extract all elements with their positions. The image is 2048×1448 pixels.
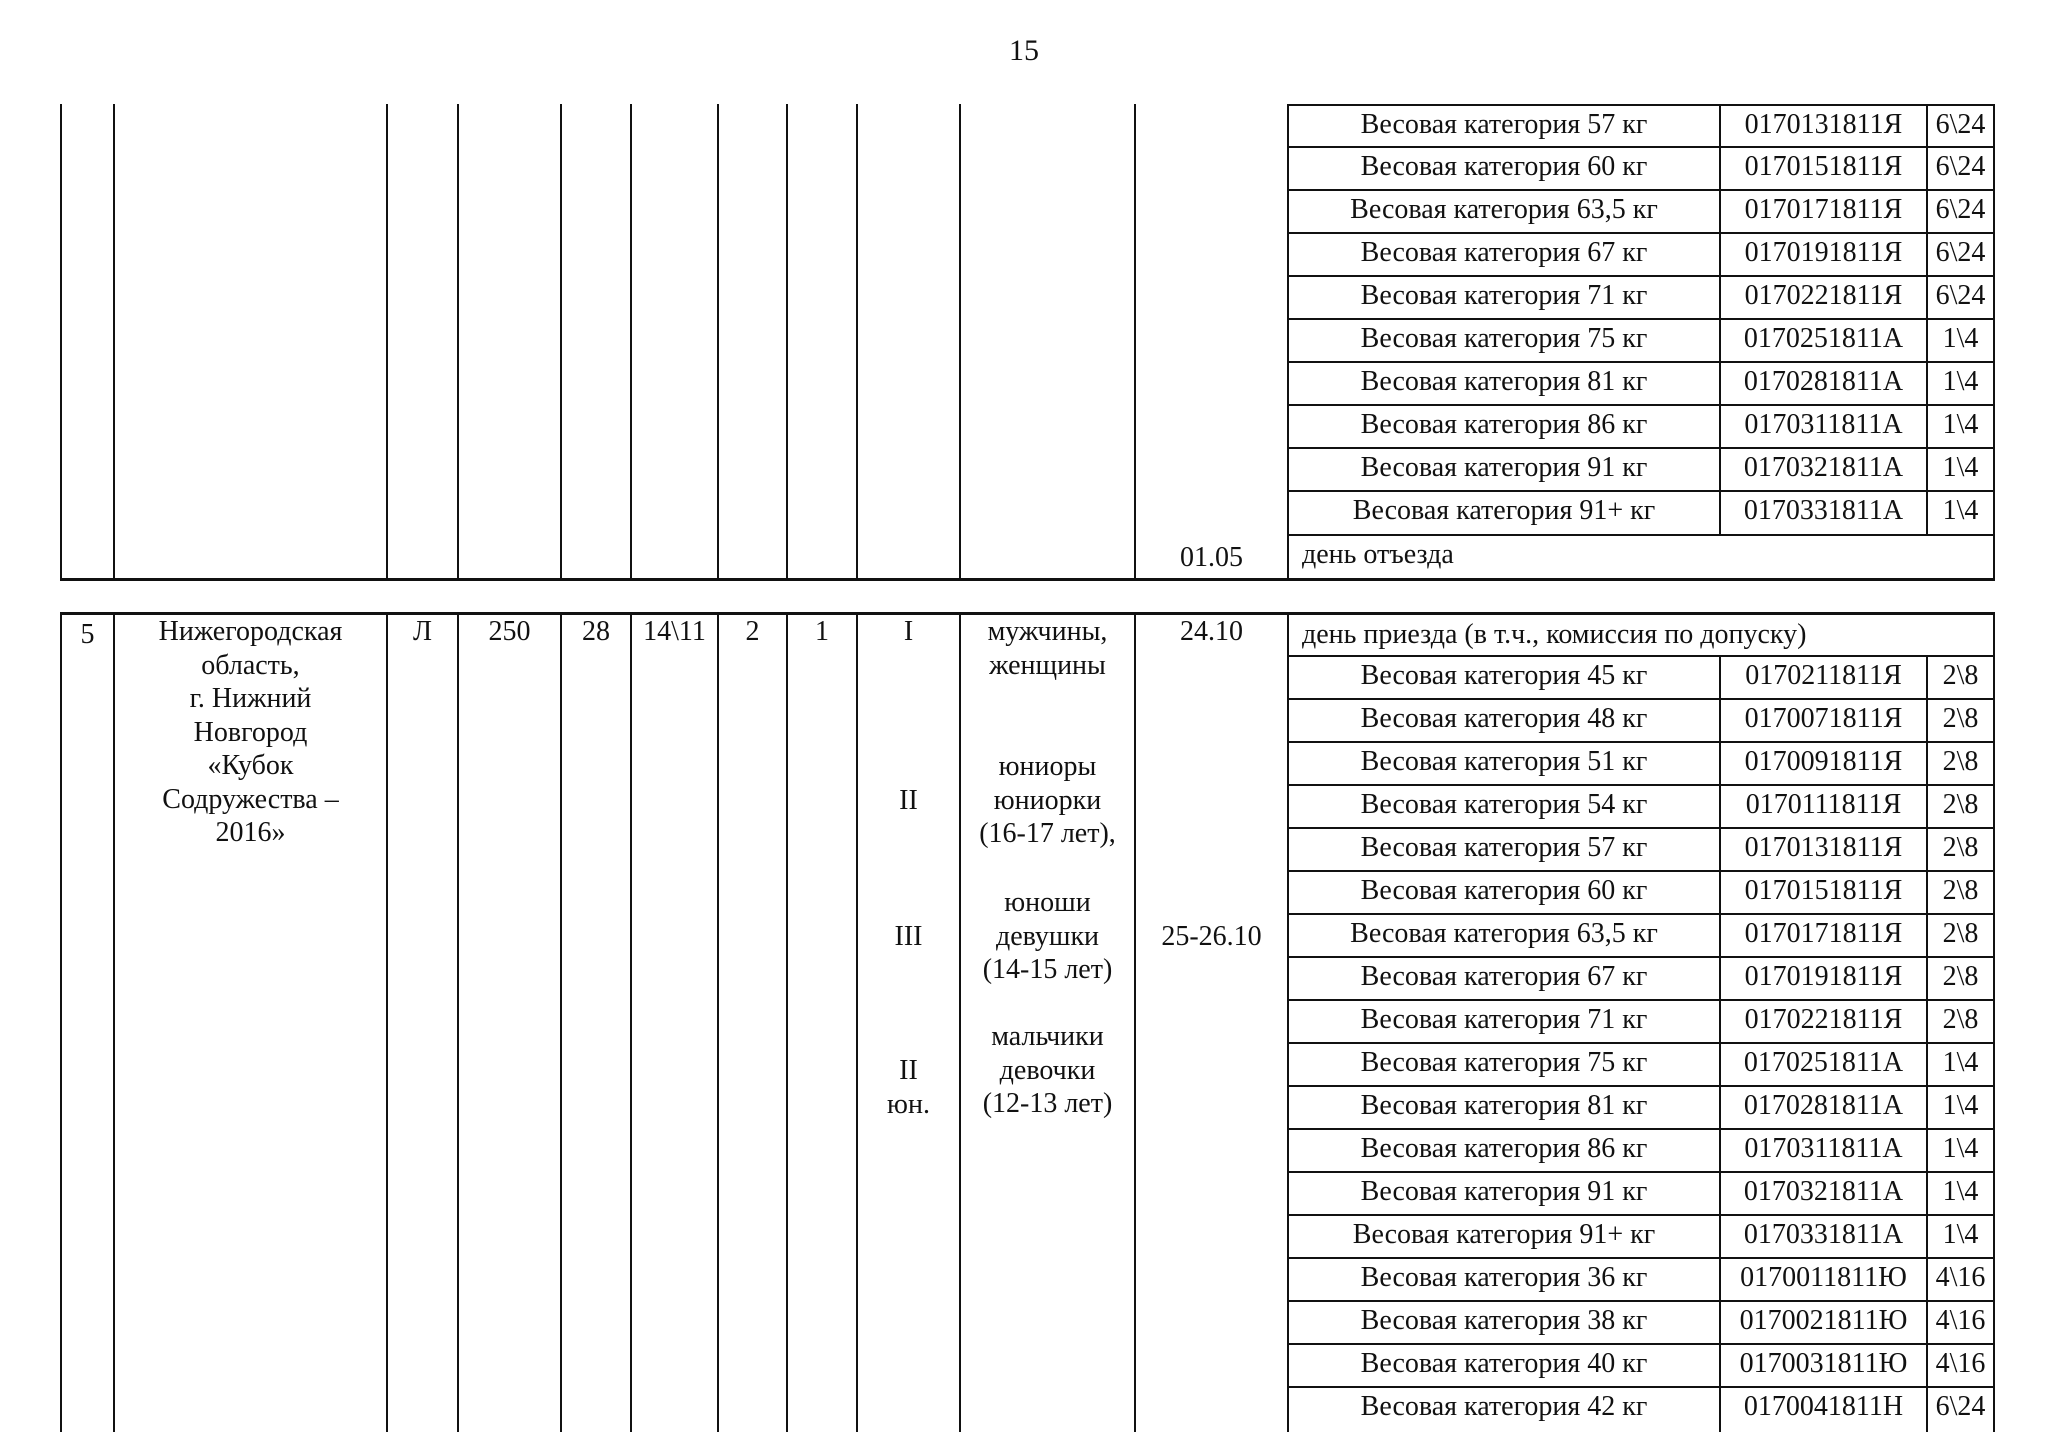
category-code: 0170311811А [1744, 409, 1903, 440]
category-name: Весовая категория 71 кг [1360, 280, 1648, 311]
col-value: 1 [815, 616, 829, 647]
row-line [1287, 870, 1993, 872]
category-code: 0170071811Я [1744, 703, 1903, 734]
category-code: 0170011811Ю [1740, 1262, 1907, 1293]
category-name: Весовая категория 60 кг [1360, 151, 1648, 182]
participant-group: юноши девушки (14-15 лет) [982, 887, 1113, 985]
col-line [786, 612, 788, 1432]
event-place-line: область, [201, 649, 300, 681]
category-code: 0170111811Я [1745, 789, 1902, 820]
category-code: 0170171811Я [1744, 194, 1903, 225]
category-code: 0170251811А [1743, 1047, 1904, 1078]
event-place-line: 2016» [215, 817, 286, 848]
row-line [1287, 1386, 1993, 1388]
category-name: Весовая категория 40 кг [1360, 1348, 1648, 1379]
rank-label: II [899, 785, 918, 816]
category-ratio: 4\16 [1935, 1262, 1986, 1293]
event-place [115, 615, 386, 850]
row-line [1287, 404, 1993, 406]
row-line [1287, 1128, 1993, 1130]
category-ratio: 1\4 [1942, 1047, 1979, 1078]
col-line [113, 104, 115, 579]
category-ratio: 2\8 [1942, 875, 1979, 906]
col-line [60, 612, 62, 1432]
category-ratio: 1\4 [1942, 1133, 1979, 1164]
category-ratio: 1\4 [1942, 323, 1979, 354]
row-line [1287, 999, 1993, 1001]
col-line [560, 104, 562, 579]
col-line [1993, 612, 1995, 1432]
category-code: 0170131811Я [1744, 832, 1903, 863]
col-value: 2 [745, 616, 760, 647]
category-ratio: 2\8 [1942, 961, 1979, 992]
arrival-date: 24.10 [1180, 616, 1243, 647]
category-name: Весовая категория 75 кг [1360, 1047, 1648, 1078]
row-line [1287, 1042, 1993, 1044]
category-code: 0170281811А [1743, 1090, 1904, 1121]
row-line [1287, 318, 1993, 320]
rank-label: II [899, 1055, 918, 1086]
col-value: 14\11 [643, 616, 706, 647]
row-line [1287, 275, 1993, 277]
col-line [717, 104, 719, 579]
category-name: Весовая категория 81 кг [1360, 366, 1648, 397]
category-code: 0170151811Я [1744, 151, 1903, 182]
event-place-line: Нижегородская [158, 616, 343, 647]
category-name: Весовая категория 38 кг [1360, 1305, 1648, 1336]
event-place-line: Новгород [193, 716, 308, 748]
category-ratio: 1\4 [1942, 1090, 1979, 1121]
category-ratio: 1\4 [1942, 1219, 1979, 1250]
category-name: Весовая категория 51 кг [1360, 746, 1648, 777]
col-line [1993, 104, 1995, 579]
event-place-line: «Кубок [207, 750, 294, 781]
col-line [630, 104, 632, 579]
category-ratio: 2\8 [1942, 832, 1979, 863]
category-name: Весовая категория 63,5 кг [1350, 194, 1658, 225]
row-line [1287, 146, 1993, 148]
rank-label: I [903, 616, 914, 647]
competition-dates: 25-26.10 [1161, 921, 1262, 952]
row-line [1287, 655, 1993, 657]
departure-text: день отъезда [1302, 539, 1454, 570]
col-line [717, 612, 719, 1432]
row-line [1287, 1085, 1993, 1087]
row-line [1287, 1257, 1993, 1259]
row-line [1287, 534, 1993, 536]
row-line [1287, 827, 1993, 829]
category-name: Весовая категория 60 кг [1360, 875, 1648, 906]
category-name: Весовая категория 91 кг [1360, 1176, 1648, 1207]
col-value: 250 [488, 616, 531, 647]
row-line [1287, 1300, 1993, 1302]
event-type: Л [413, 616, 432, 647]
col-line [856, 104, 858, 579]
category-code: 0170191811Я [1744, 961, 1903, 992]
participant-group: мальчики девочки (12-13 лет) [982, 1021, 1113, 1119]
row-line [1287, 232, 1993, 234]
participant-group: юниоры юниорки (16-17 лет), [979, 751, 1116, 849]
category-ratio: 4\16 [1935, 1348, 1986, 1379]
category-code: 0170281811А [1743, 366, 1904, 397]
row-line [1287, 189, 1993, 191]
col-line [386, 612, 388, 1432]
col-line [457, 104, 459, 579]
row-line [1287, 741, 1993, 743]
row-line [1287, 1343, 1993, 1345]
col-line [630, 612, 632, 1432]
category-code: 0170151811Я [1744, 875, 1903, 906]
category-ratio: 6\24 [1935, 194, 1986, 225]
category-code: 0170311811А [1744, 1133, 1903, 1164]
category-name: Весовая категория 45 кг [1360, 660, 1648, 691]
category-ratio: 2\8 [1942, 789, 1979, 820]
col-line [856, 612, 858, 1432]
category-name: Весовая категория 48 кг [1360, 703, 1648, 734]
col-line [60, 104, 62, 579]
row-line [1287, 913, 1993, 915]
category-name: Весовая категория 81 кг [1360, 1090, 1648, 1121]
category-code: 0170221811Я [1744, 280, 1903, 311]
category-code: 0170171811Я [1744, 918, 1903, 949]
category-name: Весовая категория 67 кг [1360, 961, 1648, 992]
category-ratio: 6\24 [1935, 280, 1986, 311]
row-line [1287, 447, 1993, 449]
participant-group: мужчины, женщины [987, 616, 1108, 681]
category-name: Весовая категория 57 кг [1360, 109, 1648, 140]
category-name: Весовая категория 57 кг [1360, 832, 1648, 863]
category-name: Весовая категория 91+ кг [1352, 495, 1656, 526]
col-value: 28 [582, 616, 610, 647]
event-place-line: г. Нижний [189, 683, 312, 714]
category-name: Весовая категория 67 кг [1360, 237, 1648, 268]
category-ratio: 1\4 [1942, 366, 1979, 397]
row-line [1287, 1214, 1993, 1216]
col-line [386, 104, 388, 579]
category-ratio: 6\24 [1935, 237, 1986, 268]
departure-date: 01.05 [1180, 542, 1243, 573]
category-name: Весовая категория 91+ кг [1352, 1219, 1656, 1250]
category-name: Весовая категория 36 кг [1360, 1262, 1648, 1293]
page-number: 15 [1009, 34, 1039, 67]
col-line [786, 104, 788, 579]
row-line [1287, 784, 1993, 786]
category-ratio: 1\4 [1942, 409, 1979, 440]
col-line [1134, 612, 1136, 1432]
category-code: 0170031811Ю [1739, 1348, 1908, 1379]
row-line [1287, 1171, 1993, 1173]
event-place-line: Содружества – [162, 783, 339, 815]
arrival-text: день приезда (в т.ч., комиссия по допуску) [1302, 619, 1807, 650]
row-line [1287, 361, 1993, 363]
category-code: 0170221811Я [1744, 1004, 1903, 1035]
col-line [560, 612, 562, 1432]
category-code: 0170091811Я [1744, 746, 1903, 777]
category-ratio: 1\4 [1942, 495, 1979, 526]
category-code: 0170131811Я [1744, 109, 1903, 140]
category-name: Весовая категория 71 кг [1360, 1004, 1648, 1035]
rank-label: юн. [887, 1089, 930, 1120]
category-ratio: 2\8 [1942, 918, 1979, 949]
category-ratio: 2\8 [1942, 1004, 1979, 1035]
category-ratio: 1\4 [1942, 1176, 1979, 1207]
category-ratio: 1\4 [1942, 452, 1979, 483]
category-code: 0170321811А [1743, 1176, 1904, 1207]
col-line [1134, 104, 1136, 579]
category-name: Весовая категория 86 кг [1360, 1133, 1648, 1164]
rank-label: III [894, 921, 923, 952]
category-code: 0170331811А [1743, 495, 1904, 526]
category-ratio: 2\8 [1942, 746, 1979, 777]
category-name: Весовая категория 86 кг [1360, 409, 1648, 440]
category-ratio: 2\8 [1942, 703, 1979, 734]
category-ratio: 6\24 [1935, 1391, 1986, 1422]
col-line [457, 612, 459, 1432]
category-name: Весовая категория 91 кг [1360, 452, 1648, 483]
entry-number: 5 [80, 619, 95, 650]
block1-bottom-border [60, 578, 1995, 581]
category-ratio: 4\16 [1935, 1305, 1986, 1336]
category-code: 0170331811А [1743, 1219, 1904, 1250]
category-code: 0170191811Я [1744, 237, 1903, 268]
row-line [1287, 698, 1993, 700]
row-line [1287, 956, 1993, 958]
category-name: Весовая категория 42 кг [1360, 1391, 1648, 1422]
category-ratio: 6\24 [1935, 109, 1986, 140]
row-line [1287, 104, 1993, 106]
category-code: 0170251811А [1743, 323, 1904, 354]
category-name: Весовая категория 63,5 кг [1350, 918, 1658, 949]
row-line [1287, 490, 1993, 492]
category-code: 0170211811Я [1745, 660, 1902, 691]
category-ratio: 2\8 [1942, 660, 1979, 691]
category-name: Весовая категория 54 кг [1360, 789, 1648, 820]
col-line [959, 104, 961, 579]
category-name: Весовая категория 75 кг [1360, 323, 1648, 354]
category-code: 0170041811Н [1743, 1391, 1904, 1422]
category-ratio: 6\24 [1935, 151, 1986, 182]
category-code: 0170021811Ю [1739, 1305, 1908, 1336]
category-code: 0170321811А [1743, 452, 1904, 483]
